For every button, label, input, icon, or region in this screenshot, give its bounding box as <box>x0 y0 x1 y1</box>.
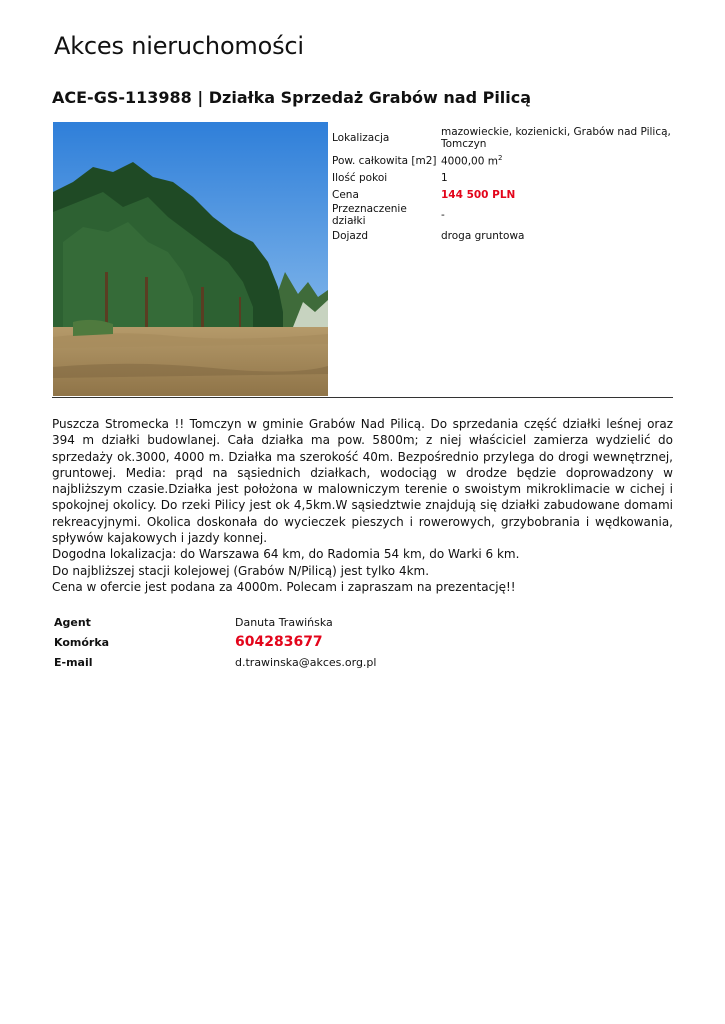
area-label: Pow. całkowita [m2] <box>332 154 437 167</box>
email-label: E-mail <box>54 655 93 669</box>
agent-name: Danuta Trawińska <box>235 615 333 629</box>
area-value-cell <box>441 152 672 169</box>
row-email <box>54 652 376 672</box>
email-link[interactable]: d.trawinska@akces.org.pl <box>235 655 377 669</box>
row-price <box>332 186 672 203</box>
row-purpose <box>332 203 672 227</box>
row-location <box>332 124 672 152</box>
price-label: Cena <box>332 188 359 201</box>
photo-forest-meadow-icon <box>53 122 328 396</box>
rooms-value: 1 <box>441 171 448 184</box>
rooms-label: Ilość pokoi <box>332 171 388 184</box>
listing-title: ACE-GS-113988 | Działka Sprzedaż Grabów nad Pilicą <box>52 88 532 107</box>
description-line: Dogodna lokalizacja: do Warszawa 64 km, do Radomia 54 km, do Warki 6 km. <box>52 547 520 562</box>
listing-description <box>52 416 673 595</box>
access-value: droga gruntowa <box>441 229 525 242</box>
area-value: 4000,00 m <box>441 155 498 168</box>
mobile-number-link[interactable]: 604283677 <box>235 634 323 650</box>
row-access <box>332 227 672 244</box>
price-value: 144 500 PLN <box>441 188 516 201</box>
description-paragraph: Puszcza Stromecka !! Tomczyn w gminie Grabów Nad Pilicą. Do sprzedania część działki leśnej oraz 394 m działki budowlanej. Cała działka ma pow. 5800m; z niej właściciel zamierza wydzielić do sprzedaży ok.3000, 4000 m. Działka ma szerokość 40m. Bezpośrednio przylega do drogi wewnętrznej, gruntowej. Media: prąd na sąsiednich działkach, wodociąg w drodze będzie doprowadzony w najbliższym czasie.Działka jest położona w malowniczym terenie o swoistym mikroklimacie w cichej i spokojnej okolicy. Do rzeki Pilicy jest ok 4,5km.W sąsiedztwie znajdują się działki zabudowane domami rekreacyjnymi. Okolica doskonała do wycieczek pieszych i rowerowych, grzybobrania i wędkowania, spływów kajakowych i jazdy konnej. <box>52 417 673 546</box>
access-label: Dojazd <box>332 229 369 242</box>
agent-label: Agent <box>54 615 91 629</box>
location-value: mazowieckie, kozienicki, Grabów nad Pilicą, Tomczyn <box>441 126 671 150</box>
listing-photo <box>53 122 328 396</box>
area-unit-sup: 2 <box>498 153 503 162</box>
row-agent <box>54 612 376 632</box>
description-line: Do najbliższej stacji kolejowej (Grabów N/Pilicą) jest tylko 4km. <box>52 563 430 578</box>
row-rooms <box>332 169 672 186</box>
row-mobile <box>54 632 376 652</box>
location-label: Lokalizacja <box>332 132 390 144</box>
purpose-label: Przeznaczenie działki <box>332 203 407 227</box>
mobile-label: Komórka <box>54 635 110 649</box>
details-table <box>332 124 672 244</box>
section-divider <box>52 397 673 398</box>
row-area <box>332 152 672 169</box>
purpose-value: - <box>441 209 445 221</box>
agent-contact-table <box>54 612 376 672</box>
brand-title: Akces nieruchomości <box>54 32 304 60</box>
description-line: Cena w ofercie jest podana za 4000m. Polecam i zapraszam na prezentację!! <box>52 579 516 594</box>
